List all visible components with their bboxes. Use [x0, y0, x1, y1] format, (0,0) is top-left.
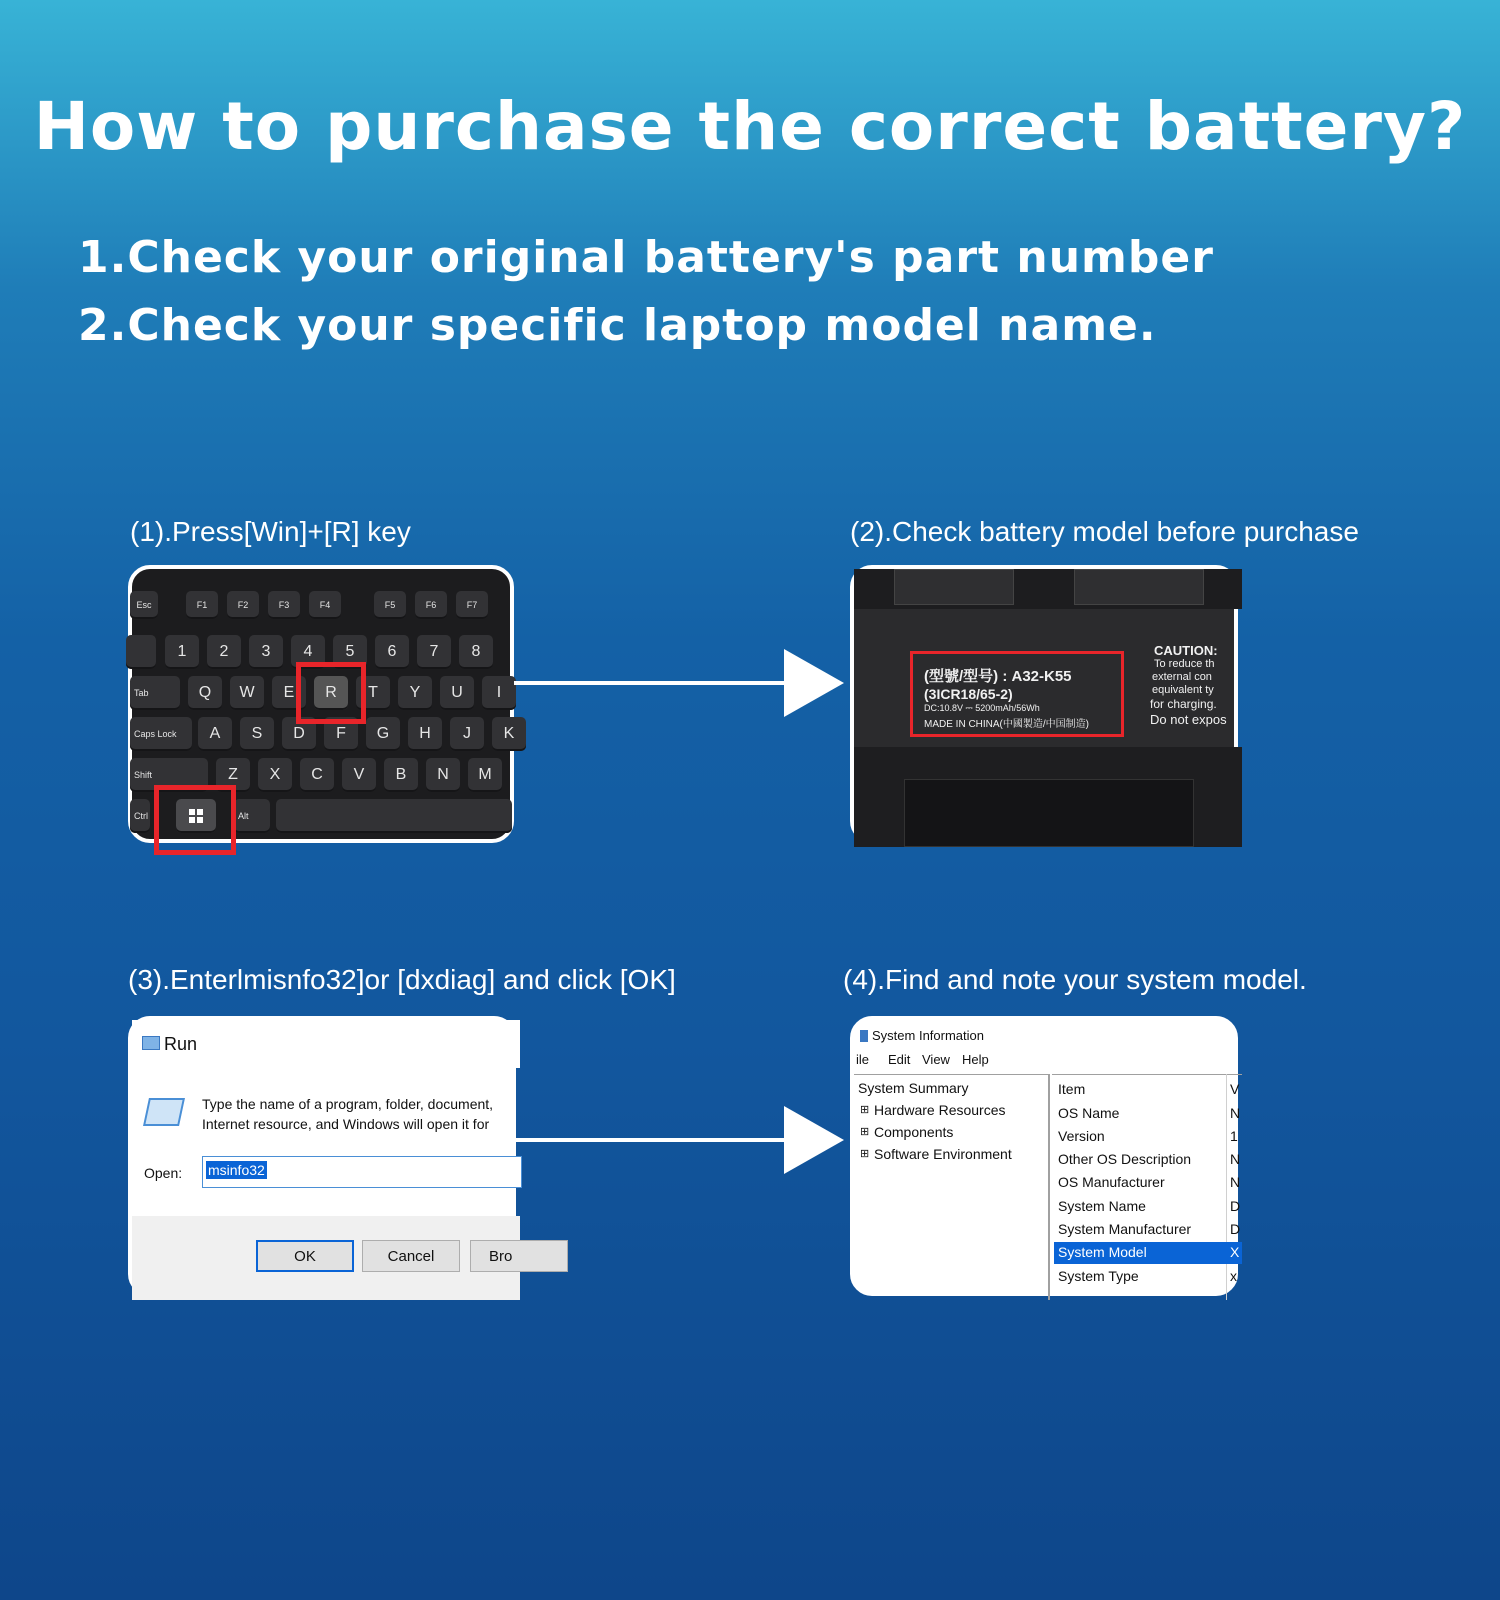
details-item: OS Manufacturer — [1058, 1174, 1165, 1190]
key-w: W — [230, 676, 264, 710]
battery-connector — [904, 779, 1194, 847]
battery-tab-left — [894, 569, 1014, 605]
key-f1: F1 — [186, 591, 218, 619]
expand-icon[interactable]: ⊞ — [860, 1148, 870, 1160]
caution-line-3: equivalent ty — [1152, 684, 1214, 696]
key-caps-lock: Caps Lock — [130, 717, 192, 751]
key-b: B — [384, 758, 418, 792]
battery-model-text: (型號/型号) : A32-K55 — [924, 668, 1072, 685]
key-f3: F3 — [268, 591, 300, 619]
details-item: OS Name — [1058, 1105, 1120, 1121]
expand-icon[interactable]: ⊞ — [860, 1126, 870, 1138]
key-3: 3 — [249, 635, 283, 669]
caution-line-1: To reduce th — [1154, 658, 1215, 670]
battery-spec-text: DC:10.8V ⎓ 5200mAh/56Wh — [924, 703, 1040, 713]
details-value-system-model[interactable]: X — [1230, 1244, 1240, 1260]
browse-button[interactable]: Bro — [470, 1240, 568, 1272]
run-description-line-1: Type the name of a program, folder, document, — [202, 1096, 494, 1112]
tree-hardware-resources[interactable]: Hardware Resources — [874, 1102, 1006, 1118]
key-tilde — [126, 635, 156, 669]
tree-system-summary[interactable]: System Summary — [858, 1080, 969, 1096]
instruction-part-number: 1.Check your original battery's part number — [78, 232, 1214, 283]
battery-tab-right — [1074, 569, 1204, 605]
key-e: E — [272, 676, 306, 710]
ok-button[interactable]: OK — [256, 1240, 354, 1272]
key-q: Q — [188, 676, 222, 710]
arrow-right-icon — [784, 649, 844, 717]
column-divider — [1226, 1074, 1227, 1300]
key-esc: Esc — [130, 591, 158, 619]
key-h: H — [408, 717, 442, 751]
key-tab: Tab — [130, 676, 180, 710]
key-m: M — [468, 758, 502, 792]
key-f5: F5 — [374, 591, 406, 619]
details-value: D — [1230, 1221, 1241, 1237]
caution-line-5: Do not expos — [1150, 712, 1227, 727]
details-item: Version — [1058, 1128, 1105, 1144]
details-item-system-model[interactable]: System Model — [1058, 1244, 1147, 1260]
details-value: x — [1230, 1268, 1237, 1284]
key-8: 8 — [459, 635, 493, 669]
system-information-window — [850, 1016, 1241, 1296]
details-item: System Name — [1058, 1198, 1146, 1214]
highlight-r-key — [296, 662, 366, 724]
arrow-line-2 — [516, 1138, 794, 1142]
expand-icon[interactable]: ⊞ — [860, 1104, 870, 1116]
tree-software-environment[interactable]: Software Environment — [874, 1146, 1012, 1162]
caution-line-2: external con — [1152, 671, 1212, 683]
run-open-label: Open: — [144, 1165, 183, 1181]
key-alt: Alt — [234, 799, 270, 833]
key-f: F — [324, 717, 358, 751]
battery-cell-text: (3ICR18/65-2) — [924, 686, 1013, 702]
run-description-line-2: Internet resource, and Windows will open it for — [202, 1116, 490, 1132]
details-value: 1 — [1230, 1128, 1238, 1144]
sysinfo-window-title: System Information — [872, 1028, 984, 1043]
battery-label-image — [850, 565, 1238, 843]
highlight-win-key — [154, 785, 236, 855]
details-item: System Type — [1058, 1268, 1139, 1284]
step3-label: (3).Enterlmisnfo32]or [dxdiag] and click [OK] — [128, 964, 676, 995]
cancel-button[interactable]: Cancel — [362, 1240, 460, 1272]
key-g: G — [366, 717, 400, 751]
key-7: 7 — [417, 635, 451, 669]
key-z: Z — [216, 758, 250, 792]
arrow-right-icon-2 — [784, 1106, 844, 1174]
key-space — [276, 799, 512, 833]
key-2: 2 — [207, 635, 241, 669]
details-value: N — [1230, 1105, 1241, 1121]
key-c: C — [300, 758, 334, 792]
run-large-icon — [143, 1098, 185, 1126]
details-value: N — [1230, 1151, 1241, 1167]
battery-origin-text: MADE IN CHINA(中國製造/中国制造) — [924, 719, 1089, 730]
key-t: T — [356, 676, 390, 710]
instruction-model-name: 2.Check your specific laptop model name. — [78, 300, 1157, 351]
details-item: Other OS Description — [1058, 1151, 1192, 1167]
keyboard-image — [128, 565, 514, 843]
key-1: 1 — [165, 635, 199, 669]
run-app-icon — [142, 1036, 160, 1050]
details-item: Item — [1058, 1081, 1086, 1097]
key-5: 5 — [333, 635, 367, 669]
menu-edit[interactable]: Edit — [888, 1052, 911, 1067]
key-k: K — [492, 717, 526, 751]
details-value: V — [1230, 1081, 1240, 1097]
run-input-value: msinfo32 — [208, 1162, 265, 1178]
key-y: Y — [398, 676, 432, 710]
run-window-title: Run — [164, 1034, 198, 1054]
key-u: U — [440, 676, 474, 710]
key-f4: F4 — [309, 591, 341, 619]
caution-title: CAUTION: — [1154, 643, 1218, 658]
key-x: X — [258, 758, 292, 792]
tree-components[interactable]: Components — [874, 1124, 954, 1140]
run-titlebar — [132, 1020, 520, 1068]
key-i: I — [482, 676, 516, 710]
step1-label: (1).Press[Win]+[R] key — [130, 516, 411, 547]
menu-file[interactable]: ile — [856, 1052, 870, 1067]
step4-label: (4).Find and note your system model. — [843, 964, 1307, 995]
key-6: 6 — [375, 635, 409, 669]
key-s: S — [240, 717, 274, 751]
key-f2: F2 — [227, 591, 259, 619]
key-n: N — [426, 758, 460, 792]
key-f7: F7 — [456, 591, 488, 619]
menu-help[interactable]: Help — [962, 1052, 989, 1067]
key-a: A — [198, 717, 232, 751]
details-item: System Manufacturer — [1058, 1221, 1192, 1237]
details-value: D — [1230, 1198, 1241, 1214]
key-f6: F6 — [415, 591, 447, 619]
key-d: D — [282, 717, 316, 751]
caution-line-4: for charging. — [1150, 697, 1217, 711]
key-j: J — [450, 717, 484, 751]
sysinfo-app-icon — [860, 1030, 868, 1042]
key-shift: Shift — [130, 758, 208, 792]
key-v: V — [342, 758, 376, 792]
details-value: N — [1230, 1174, 1241, 1190]
key-ctrl: Ctrl — [130, 799, 150, 833]
run-open-input[interactable] — [202, 1156, 522, 1188]
arrow-line-1 — [514, 681, 794, 685]
key-4: 4 — [291, 635, 325, 669]
page-title: How to purchase the correct battery? — [33, 88, 1467, 165]
run-dialog — [128, 1016, 516, 1296]
menu-view[interactable]: View — [922, 1052, 950, 1067]
key-r: R — [314, 676, 348, 710]
step2-label: (2).Check battery model before purchase — [850, 516, 1359, 547]
